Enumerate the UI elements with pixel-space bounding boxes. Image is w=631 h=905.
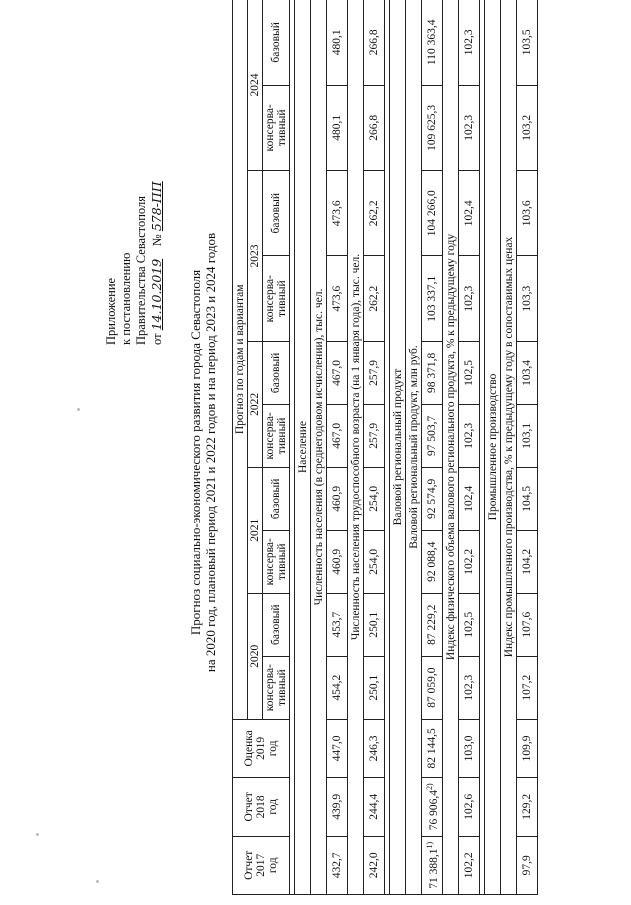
value-cell bbox=[364, 778, 385, 836]
value-cell bbox=[422, 85, 443, 170]
value-text: 107,6 bbox=[521, 611, 533, 638]
value-text: 447,0 bbox=[331, 735, 343, 762]
value-cell bbox=[327, 171, 348, 256]
value-text: 104,5 bbox=[521, 485, 533, 512]
value-text: 103,2 bbox=[521, 114, 533, 141]
value-text: 246,3 bbox=[368, 735, 380, 762]
value-text: 250,1 bbox=[368, 611, 380, 638]
forecast-table bbox=[232, 0, 538, 895]
header-year-2022: 2022 bbox=[248, 341, 263, 467]
table-row bbox=[459, 0, 480, 895]
value-text: 244,4 bbox=[368, 793, 380, 820]
indicator-name: Индекс физического объема валового регионального продукта, % к предыдущему году bbox=[443, 0, 459, 895]
value-text: 102,3 bbox=[463, 29, 475, 56]
value-text: 473,6 bbox=[331, 200, 343, 227]
value-cell bbox=[517, 593, 538, 656]
section-title-row bbox=[390, 0, 406, 895]
value-text: 254,0 bbox=[368, 548, 380, 575]
value-cell bbox=[459, 719, 480, 777]
indicator-name-row bbox=[501, 0, 517, 895]
value-text: 432,7 bbox=[331, 852, 343, 879]
header-year-2024: 2024 bbox=[248, 0, 263, 171]
indicator-name-row bbox=[311, 0, 327, 895]
value-cell bbox=[517, 530, 538, 593]
value-text: 98 371,8 bbox=[426, 352, 438, 394]
header-variant-conservative: консерва-тивный bbox=[263, 404, 290, 467]
section-title: Население bbox=[295, 0, 311, 895]
value-text: 254,0 bbox=[368, 485, 380, 512]
value-text: 109 625,3 bbox=[426, 104, 438, 151]
indicator-name-row bbox=[406, 0, 422, 895]
value-cell bbox=[364, 836, 385, 894]
header-estimate-2019 bbox=[233, 719, 290, 777]
forecast-table-wrap bbox=[232, 0, 538, 895]
value-text: 109,9 bbox=[521, 735, 533, 762]
value-cell bbox=[364, 256, 385, 341]
value-cell bbox=[422, 656, 443, 719]
indicator-name-row bbox=[348, 0, 364, 895]
section-title-row bbox=[485, 0, 501, 895]
value-text: 104,2 bbox=[521, 548, 533, 575]
header-variant-conservative: консерва-тивный bbox=[263, 656, 290, 719]
value-cell bbox=[422, 530, 443, 593]
header-year-2023: 2023 bbox=[248, 171, 263, 342]
value-cell bbox=[364, 0, 385, 85]
value-cell bbox=[422, 0, 443, 85]
value-cell bbox=[517, 404, 538, 467]
header-variant-base: базовый bbox=[263, 0, 290, 85]
value-text: 102,5 bbox=[463, 359, 475, 386]
value-cell bbox=[459, 341, 480, 404]
value-text: 97 503,7 bbox=[426, 415, 438, 456]
value-cell bbox=[459, 171, 480, 256]
value-cell bbox=[327, 719, 348, 777]
header-forecast: Прогноз по годам и вариантам bbox=[233, 0, 248, 719]
value-text: 257,9 bbox=[368, 422, 380, 449]
value-text: 473,6 bbox=[331, 285, 343, 312]
header-report-2018 bbox=[233, 778, 290, 836]
value-cell bbox=[422, 719, 443, 777]
value-text: 103,3 bbox=[521, 285, 533, 312]
value-cell bbox=[517, 656, 538, 719]
value-text: 460,9 bbox=[331, 485, 343, 512]
value-text: 102,2 bbox=[463, 852, 475, 879]
indicator-name: Численность населения трудоспособного возраста (на 1 января года), тыс. чел. bbox=[348, 0, 364, 895]
value-cell bbox=[422, 256, 443, 341]
value-text: 460,9 bbox=[331, 548, 343, 575]
value-text: 102,3 bbox=[463, 114, 475, 141]
value-text: 102,4 bbox=[463, 485, 475, 512]
value-text: 102,4 bbox=[463, 200, 475, 227]
value-text: 103 337,1 bbox=[426, 275, 438, 322]
value-cell bbox=[517, 778, 538, 836]
indicator-name-row bbox=[443, 0, 459, 895]
value-cell bbox=[327, 836, 348, 894]
value-text: 102,3 bbox=[463, 674, 475, 701]
appendix-date-line bbox=[149, 85, 165, 345]
value-text: 480,1 bbox=[331, 114, 343, 141]
value-text: 454,2 bbox=[331, 674, 343, 701]
value-cell bbox=[364, 719, 385, 777]
indicator-name: Валовой региональный продукт, млн руб. bbox=[406, 0, 422, 895]
header-text: Отчет bbox=[243, 792, 255, 822]
indicator-name: Численность населения (в среднегодовом исчислении), тыс. чел. bbox=[311, 0, 327, 895]
value-cell bbox=[327, 467, 348, 530]
value-text: 71 388,1 bbox=[427, 848, 440, 889]
title-line: на 2020 год, плановый период 2021 и 2022 годов и на период 2023 и 2024 годов bbox=[203, 232, 218, 673]
value-cell bbox=[459, 593, 480, 656]
value-cell bbox=[459, 0, 480, 85]
value-cell bbox=[422, 341, 443, 404]
value-cell bbox=[422, 593, 443, 656]
header-text: год bbox=[267, 740, 279, 757]
value-text: 107,2 bbox=[521, 674, 533, 701]
value-text: 103,6 bbox=[521, 200, 533, 227]
value-cell bbox=[517, 719, 538, 777]
value-text: 102,3 bbox=[463, 422, 475, 449]
header-variant-conservative: консерва-тивный bbox=[263, 530, 290, 593]
value-cell bbox=[327, 593, 348, 656]
value-cell bbox=[327, 341, 348, 404]
value-cell bbox=[517, 171, 538, 256]
table-row bbox=[517, 0, 538, 895]
value-cell bbox=[517, 0, 538, 85]
value-cell bbox=[459, 778, 480, 836]
value-cell bbox=[517, 256, 538, 341]
value-cell bbox=[517, 85, 538, 170]
value-cell bbox=[327, 778, 348, 836]
date-prefix: от bbox=[150, 333, 164, 345]
value-text: 250,1 bbox=[368, 674, 380, 701]
value-cell bbox=[364, 530, 385, 593]
appendix-line: к постановлению bbox=[119, 252, 133, 345]
value-cell bbox=[327, 256, 348, 341]
value-cell bbox=[459, 85, 480, 170]
value-text: 103,0 bbox=[463, 735, 475, 762]
value-text: 103,5 bbox=[521, 29, 533, 56]
table-body bbox=[290, 0, 538, 895]
value-cell bbox=[517, 341, 538, 404]
value-cell bbox=[327, 85, 348, 170]
value-text: 439,9 bbox=[331, 793, 343, 820]
value-text: 92 574,9 bbox=[426, 478, 438, 519]
section-title: Промышленное производство bbox=[485, 0, 501, 895]
value-text: 104 266,0 bbox=[426, 190, 438, 237]
header-variant-base: базовый bbox=[263, 171, 290, 256]
header-text: Оценка bbox=[243, 730, 255, 767]
section-title: Валовой региональный продукт bbox=[390, 0, 406, 895]
value-cell bbox=[517, 467, 538, 530]
header-year-2020: 2020 bbox=[248, 593, 263, 719]
value-cell bbox=[364, 85, 385, 170]
footnote-marker: 2) bbox=[425, 783, 435, 791]
footnote-marker: 1) bbox=[425, 841, 435, 849]
value-cell bbox=[364, 656, 385, 719]
header-variant-base: базовый bbox=[263, 467, 290, 530]
header-variant-conservative: консерва-тивный bbox=[263, 85, 290, 170]
section-title-row bbox=[295, 0, 311, 895]
header-text: год bbox=[267, 857, 279, 874]
header-variant-base: базовый bbox=[263, 593, 290, 656]
value-cell bbox=[422, 171, 443, 256]
header-text: Отчет bbox=[243, 850, 255, 880]
value-text: 87 059,0 bbox=[426, 667, 438, 708]
appendix-block bbox=[104, 85, 165, 345]
value-text: 87 229,2 bbox=[426, 604, 438, 645]
appendix-line: Правительства Севастополя bbox=[134, 196, 148, 345]
value-text: 467,0 bbox=[331, 359, 343, 386]
table-row bbox=[364, 0, 385, 895]
value-text: 257,9 bbox=[368, 359, 380, 386]
title-line: Прогноз социально-экономического развития города Севастополя bbox=[188, 269, 203, 636]
header-text: 2018 bbox=[255, 795, 267, 819]
value-cell bbox=[459, 836, 480, 894]
header-year-2021: 2021 bbox=[248, 467, 263, 593]
value-text: 262,2 bbox=[368, 285, 380, 312]
value-text: 103,1 bbox=[521, 422, 533, 449]
value-text: 97,9 bbox=[521, 855, 533, 876]
value-cell bbox=[422, 404, 443, 467]
document-title bbox=[188, 0, 218, 905]
value-cell bbox=[459, 467, 480, 530]
header-text: 2017 bbox=[255, 853, 267, 877]
table-row bbox=[422, 0, 443, 895]
value-text: 92 088,4 bbox=[426, 541, 438, 582]
value-cell bbox=[327, 530, 348, 593]
header-report-2017 bbox=[233, 836, 290, 894]
value-text: 266,8 bbox=[368, 114, 380, 141]
value-text: 103,4 bbox=[521, 359, 533, 386]
handwritten-number: 578-ПП bbox=[149, 181, 164, 232]
value-text: 102,2 bbox=[463, 548, 475, 575]
handwritten-date: 14.10.2019 bbox=[149, 258, 164, 331]
value-text: 242,0 bbox=[368, 852, 380, 879]
value-text: 467,0 bbox=[331, 422, 343, 449]
value-cell bbox=[422, 778, 443, 836]
value-cell bbox=[364, 171, 385, 256]
value-text: 266,8 bbox=[368, 29, 380, 56]
table-row bbox=[327, 0, 348, 895]
value-cell bbox=[459, 256, 480, 341]
value-cell bbox=[327, 0, 348, 85]
value-text: 76 906,4 bbox=[427, 790, 440, 831]
indicator-name: Индекс промышленного производства, % к предыдущему году в сопоставимых ценах bbox=[501, 0, 517, 895]
value-cell bbox=[459, 656, 480, 719]
value-text: 129,2 bbox=[521, 793, 533, 820]
value-text: 102,6 bbox=[463, 793, 475, 820]
value-text: 453,7 bbox=[331, 611, 343, 638]
appendix-line: Приложение bbox=[104, 277, 118, 345]
value-text: 262,2 bbox=[368, 200, 380, 227]
value-cell bbox=[327, 656, 348, 719]
header-variant-base: базовый bbox=[263, 341, 290, 404]
value-cell bbox=[327, 404, 348, 467]
value-cell bbox=[364, 404, 385, 467]
value-cell bbox=[422, 836, 443, 894]
value-text: 102,3 bbox=[463, 285, 475, 312]
value-text: 102,5 bbox=[463, 611, 475, 638]
value-text: 82 144,5 bbox=[426, 728, 438, 769]
number-prefix: № bbox=[150, 234, 164, 247]
header-variant-conservative: консерва-тивный bbox=[263, 256, 290, 341]
value-text: 110 363,4 bbox=[426, 19, 438, 66]
value-cell bbox=[459, 530, 480, 593]
value-cell bbox=[364, 467, 385, 530]
header-text: 2019 bbox=[255, 736, 267, 760]
value-cell bbox=[517, 836, 538, 894]
header-text: год bbox=[267, 798, 279, 815]
value-cell bbox=[422, 467, 443, 530]
value-cell bbox=[364, 593, 385, 656]
value-cell bbox=[364, 341, 385, 404]
value-cell bbox=[459, 404, 480, 467]
value-text: 480,1 bbox=[331, 29, 343, 56]
